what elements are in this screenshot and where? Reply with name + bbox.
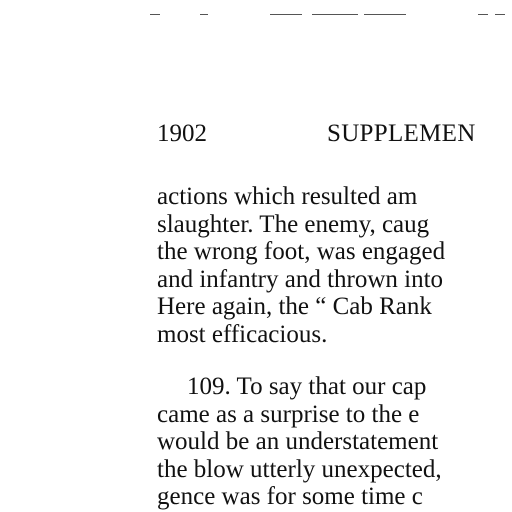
text-line: and infantry and thrown into <box>157 265 444 293</box>
paragraph-1 <box>157 183 512 348</box>
paragraph-109 <box>157 373 512 511</box>
running-title: SUPPLEMEN <box>327 120 476 147</box>
text-line: 109. To say that our cap <box>187 373 427 400</box>
text-line: Here again, the “ Cab Rank <box>157 293 432 320</box>
scan-artifact-marks <box>150 12 512 18</box>
text-line: most efficacious. <box>157 320 328 348</box>
text-line: the wrong foot, was engaged <box>157 238 446 265</box>
text-line: would be an understatement <box>157 428 439 455</box>
page-number: 1902 <box>157 120 207 147</box>
text-line: actions which resulted am <box>157 183 418 210</box>
text-line: gence was for some time c <box>157 483 423 510</box>
page-header <box>157 119 512 149</box>
text-line: came as a surprise to the e <box>157 400 420 428</box>
text-line: slaughter. The enemy, caug <box>157 210 430 238</box>
text-line: the blow utterly unexpected, <box>157 455 442 483</box>
